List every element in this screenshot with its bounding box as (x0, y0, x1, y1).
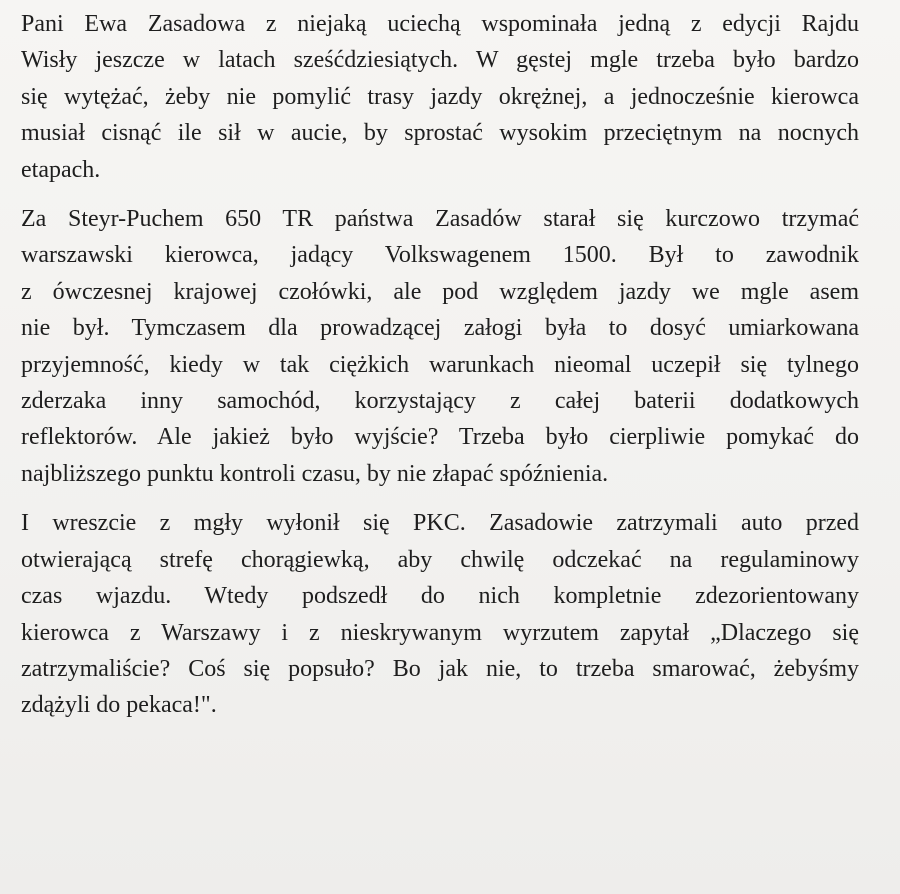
paragraph-1 (21, 6, 859, 188)
text-line: przyjemność, kiedy w tak ciężkich warunkach nieomal uczepił się tylnego (21, 351, 859, 378)
text-line: nie był. Tymczasem dla prowadzącej załogi była to dosyć umiarkowana (21, 315, 859, 342)
text-line: I wreszcie z mgły wyłonił się PKC. Zasadowie zatrzymali auto przed (21, 510, 859, 537)
text-line: czas wjazdu. Wtedy podszedł do nich kompletnie zdezorientowany (21, 583, 859, 610)
text-line: warszawski kierowca, jadący Volkswagenem 1500. Był to zawodnik (21, 242, 859, 269)
paragraph-2 (21, 201, 859, 492)
text-line: kierowca z Warszawy i z nieskrywanym wyrzutem zapytał „Dlaczego się (21, 619, 859, 646)
text-line: z ówczesnej krajowej czołówki, ale pod względem jazdy we mgle asem (21, 278, 859, 305)
text-line: etapach. (21, 156, 101, 183)
paragraph-3 (21, 505, 859, 723)
text-line: Wisły jeszcze w latach sześćdziesiątych. W gęstej mgle trzeba było bardzo (21, 47, 859, 74)
text-line: się wytężać, żeby nie pomylić trasy jazdy okrężnej, a jednocześnie kierowca (21, 83, 859, 110)
text-line: Pani Ewa Zasadowa z niejaką uciechą wspominała jedną z edycji Rajdu (21, 11, 859, 37)
text-line: reflektorów. Ale jakież było wyjście? Trzeba było cierpliwie pomykać do (21, 424, 859, 451)
text-line: najbliższego punktu kontroli czasu, by nie złapać spóźnienia. (21, 460, 609, 487)
text-line: zatrzymaliście? Coś się popsuło? Bo jak nie, to trzeba smarować, żebyśmy (21, 655, 859, 682)
text-line: zdążyli do pekaca!". (21, 692, 217, 719)
text-line: otwierającą strefę chorągiewką, aby chwilę odczekać na regulaminowy (21, 546, 859, 573)
text-line: musiał cisnąć ile sił w aucie, by sprostać wysokim przeciętnym na nocnych (21, 120, 859, 147)
text-line: zderzaka inny samochód, korzystający z całej baterii dodatkowych (21, 388, 859, 415)
body-text (21, 6, 859, 737)
text-line: Za Steyr-Puchem 650 TR państwa Zasadów starał się kurczowo trzymać (21, 206, 859, 233)
